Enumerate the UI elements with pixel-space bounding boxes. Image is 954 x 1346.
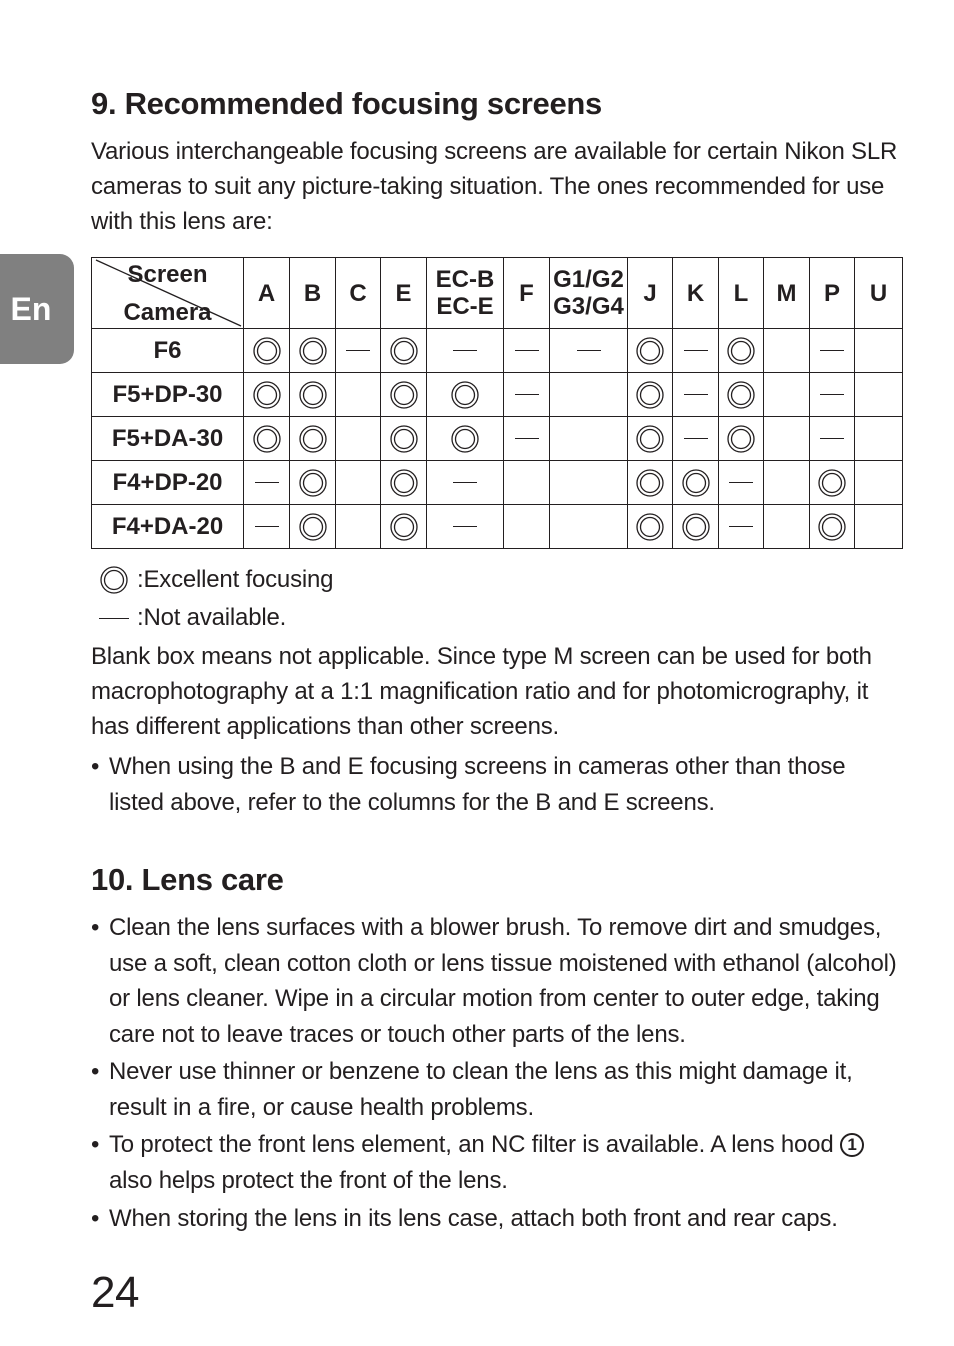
page-number: 24 [91, 1268, 139, 1317]
cell-not-available [504, 373, 550, 417]
cell-blank [336, 505, 381, 549]
dash-icon [820, 350, 844, 351]
lens-care-bullet-3 [91, 1127, 906, 1198]
dash-icon [515, 350, 539, 351]
lens-hood-text-after: also helps protect the front of the lens. [109, 1166, 508, 1194]
cell-excellent [427, 373, 504, 417]
excellent-ring-icon [252, 424, 282, 454]
column-header-f: F [504, 258, 550, 329]
column-header-b: B [290, 258, 336, 329]
focusing-screen-table [91, 257, 903, 549]
cell-not-available [673, 373, 719, 417]
cell-excellent [290, 461, 336, 505]
dash-icon [255, 526, 279, 527]
cell-not-available [810, 373, 855, 417]
cell-blank [504, 461, 550, 505]
excellent-ring-icon [635, 468, 665, 498]
lens-care-bullet-1 [91, 910, 906, 1052]
column-header-e: E [381, 258, 427, 329]
excellent-ring-icon [252, 336, 282, 366]
excellent-ring-icon [97, 565, 131, 595]
camera-label: F6 [92, 329, 244, 373]
excellent-ring-icon [298, 512, 328, 542]
column-header-c: C [336, 258, 381, 329]
cell-blank [855, 461, 903, 505]
table-header-row [92, 258, 903, 329]
cell-not-available [550, 329, 628, 373]
cell-excellent [381, 329, 427, 373]
cell-blank [336, 461, 381, 505]
table-row [92, 329, 903, 373]
dash-icon [453, 526, 477, 527]
column-header-j: J [628, 258, 673, 329]
cell-excellent [381, 417, 427, 461]
excellent-ring-icon [389, 380, 419, 410]
cell-excellent [628, 373, 673, 417]
dash-icon [684, 394, 708, 395]
cell-blank [550, 461, 628, 505]
column-header-m: M [764, 258, 810, 329]
note-bullet-text: When using the B and E focusing screens in cameras other than those listed above, refer to the columns for the B and E screens. [109, 753, 846, 816]
cell-blank [855, 505, 903, 549]
cell-excellent [628, 417, 673, 461]
cell-excellent [719, 329, 764, 373]
section-9-intro: Various interchangeable focusing screens are available for certain Nikon SLR cameras to suit any picture-taking situation. The ones recommended for use with this lens are: [91, 138, 898, 235]
table-row [92, 461, 903, 505]
cell-not-available [427, 461, 504, 505]
corner-screen-label: Screen [127, 261, 208, 288]
cell-excellent [244, 373, 290, 417]
column-header-u: U [855, 258, 903, 329]
excellent-ring-icon [817, 512, 847, 542]
camera-label: F4+DA-20 [92, 505, 244, 549]
dash-icon [729, 482, 753, 483]
excellent-ring-icon [726, 424, 756, 454]
cell-excellent [628, 461, 673, 505]
cell-excellent [719, 417, 764, 461]
cell-blank [764, 417, 810, 461]
table-row [92, 505, 903, 549]
cell-excellent [244, 417, 290, 461]
cell-excellent [719, 373, 764, 417]
cell-excellent [427, 417, 504, 461]
legend-not-available [97, 603, 286, 633]
language-tab: En [0, 254, 74, 364]
lens-care-bullet-4-text: When storing the lens in its lens case, attach both front and rear caps. [109, 1205, 838, 1232]
dash-icon [820, 438, 844, 439]
camera-label: F5+DP-30 [92, 373, 244, 417]
cell-excellent [381, 461, 427, 505]
dash-icon [255, 482, 279, 483]
excellent-ring-icon [298, 380, 328, 410]
excellent-ring-icon [389, 424, 419, 454]
cell-blank [764, 373, 810, 417]
cell-excellent [673, 505, 719, 549]
dash-icon [97, 618, 131, 619]
column-header-ec-b-ec-e: EC-B EC-E [427, 258, 504, 329]
cell-blank [336, 373, 381, 417]
cell-excellent [673, 461, 719, 505]
bullet-dot: • [91, 1205, 100, 1232]
cell-not-available [504, 417, 550, 461]
table-row [92, 417, 903, 461]
dash-icon [453, 482, 477, 483]
dash-icon [684, 350, 708, 351]
cell-blank [855, 373, 903, 417]
cell-not-available [810, 417, 855, 461]
circled-number-1-icon: 1 [840, 1133, 864, 1157]
column-header-p: P [810, 258, 855, 329]
cell-not-available [810, 329, 855, 373]
lens-care-bullet-2 [91, 1054, 906, 1125]
excellent-ring-icon [389, 336, 419, 366]
camera-label: F4+DP-20 [92, 461, 244, 505]
cell-not-available [336, 329, 381, 373]
cell-blank [855, 417, 903, 461]
excellent-ring-icon [726, 336, 756, 366]
cell-not-available [244, 505, 290, 549]
dash-icon [820, 394, 844, 395]
excellent-ring-icon [450, 424, 480, 454]
dash-icon [684, 438, 708, 439]
camera-label: F5+DA-30 [92, 417, 244, 461]
cell-blank [764, 329, 810, 373]
excellent-ring-icon [298, 424, 328, 454]
excellent-ring-icon [389, 512, 419, 542]
lens-care-bullet-2-text: Never use thinner or benzene to clean the lens as this might damage it, result in a fire, or cause health problems. [109, 1058, 853, 1121]
cell-excellent [244, 329, 290, 373]
excellent-ring-icon [635, 380, 665, 410]
lens-hood-text-before: To protect the front lens element, an NC filter is available. A lens hood [109, 1131, 834, 1158]
dash-icon [729, 526, 753, 527]
excellent-ring-icon [450, 380, 480, 410]
section-9-heading: 9. Recommended focusing screens [91, 86, 602, 121]
excellent-ring-icon [817, 468, 847, 498]
cell-not-available [719, 461, 764, 505]
cell-blank [855, 329, 903, 373]
cell-excellent [381, 373, 427, 417]
lens-care-bullet-1-text: Clean the lens surfaces with a blower brush. To remove dirt and smudges, use a soft, clean cotton cloth or lens tissue moistened with ethanol (alcohol) or lens cleaner. Wipe in a circular motion from center to outer edge, taking care not to leave traces or touch other parts of the lens. [109, 914, 897, 1048]
excellent-ring-icon [726, 380, 756, 410]
cell-excellent [290, 373, 336, 417]
cell-not-available [244, 461, 290, 505]
dash-icon [515, 438, 539, 439]
legend-excellent [97, 565, 333, 595]
cell-excellent [810, 461, 855, 505]
cell-excellent [628, 505, 673, 549]
section-10-heading: 10. Lens care [91, 862, 284, 897]
cell-not-available [673, 329, 719, 373]
excellent-ring-icon [635, 512, 665, 542]
bullet-dot: • [91, 914, 100, 941]
bullet-dot: • [91, 753, 100, 780]
cell-not-available [719, 505, 764, 549]
dash-icon [453, 350, 477, 351]
excellent-ring-icon [389, 468, 419, 498]
column-header-g1-g2-g3-g4: G1/G2 G3/G4 [550, 258, 628, 329]
column-header-k: K [673, 258, 719, 329]
excellent-ring-icon [298, 336, 328, 366]
cell-excellent [810, 505, 855, 549]
excellent-ring-icon [681, 512, 711, 542]
cell-excellent [290, 417, 336, 461]
cell-blank [336, 417, 381, 461]
cell-blank [504, 505, 550, 549]
cell-excellent [381, 505, 427, 549]
table-corner-cell [92, 258, 244, 329]
cell-excellent [290, 329, 336, 373]
excellent-ring-icon [681, 468, 711, 498]
table-row [92, 373, 903, 417]
blank-box-note: Blank box means not applicable. Since type M screen can be used for both macrophotography at a 1:1 magnification ratio and for photomicrography, it has different applications than other screens. [91, 643, 872, 740]
bullet-dot: • [91, 1058, 100, 1085]
note-bullet [91, 749, 906, 820]
cell-blank [550, 505, 628, 549]
dash-icon [346, 350, 370, 351]
excellent-ring-icon [635, 336, 665, 366]
cell-excellent [290, 505, 336, 549]
excellent-ring-icon [298, 468, 328, 498]
cell-not-available [427, 329, 504, 373]
dash-icon [515, 394, 539, 395]
cell-blank [764, 461, 810, 505]
excellent-ring-icon [252, 380, 282, 410]
cell-blank [550, 417, 628, 461]
column-header-a: A [244, 258, 290, 329]
lens-care-bullet-4 [91, 1201, 906, 1237]
cell-not-available [504, 329, 550, 373]
legend-excellent-label: :Excellent focusing [137, 566, 334, 593]
legend-na-label: :Not available. [137, 604, 287, 631]
column-header-l: L [719, 258, 764, 329]
dash-icon [577, 350, 601, 351]
cell-blank [550, 373, 628, 417]
excellent-ring-icon [635, 424, 665, 454]
bullet-dot: • [91, 1131, 100, 1158]
cell-excellent [628, 329, 673, 373]
corner-camera-label: Camera [123, 299, 212, 326]
cell-not-available [673, 417, 719, 461]
cell-not-available [427, 505, 504, 549]
table-body [92, 329, 903, 549]
cell-blank [764, 505, 810, 549]
